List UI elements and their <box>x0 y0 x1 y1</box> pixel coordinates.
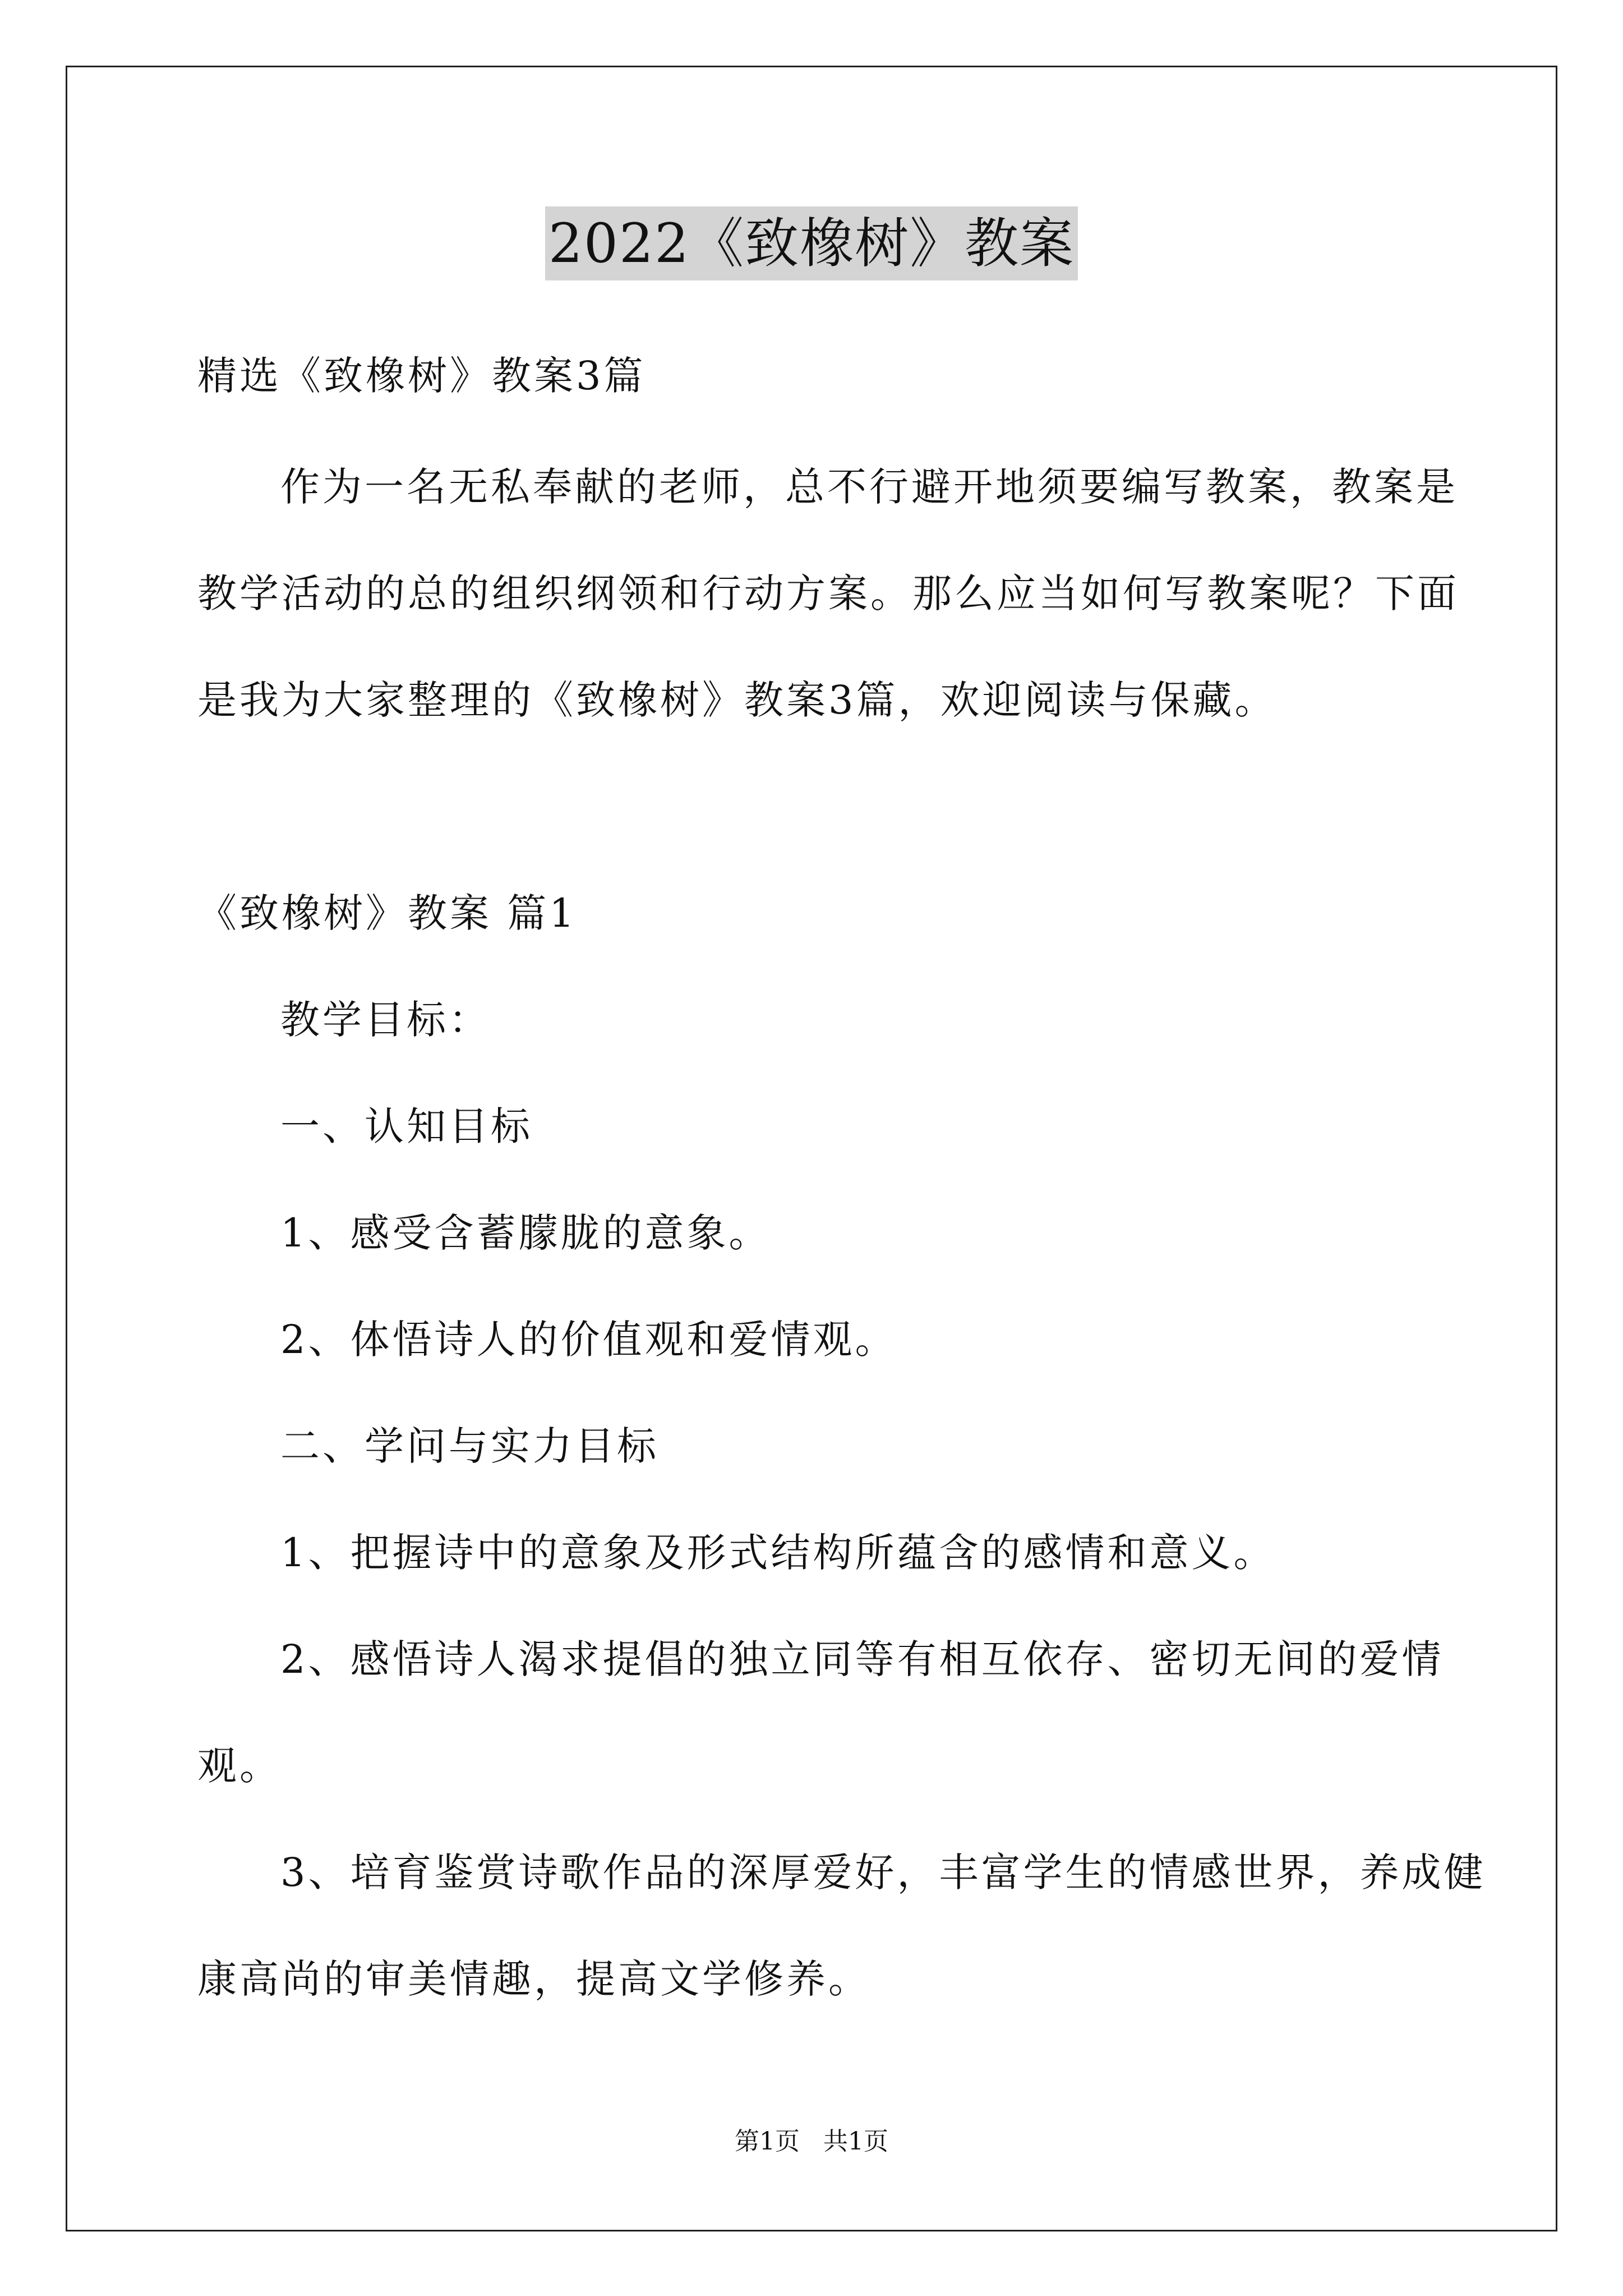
objective-item: 2、体悟诗人的价值观和爱情观。 <box>280 1317 897 1363</box>
intro-line-2: 教学活动的总的组织纲领和行动方案。那么应当如何写教案呢？下面 <box>197 570 1459 616</box>
objective-group-2: 二、学问与实力目标 <box>280 1423 659 1469</box>
section-heading: 《致橡树》教案 篇1 <box>197 890 577 936</box>
objective-item: 2、感悟诗人渴求提倡的独立同等有相互依存、密切无间的爱情 <box>280 1636 1444 1682</box>
subtitle-line: 精选《致橡树》教案3篇 <box>197 353 646 399</box>
objective-item: 1、把握诗中的意象及形式结构所蕴含的感情和意义。 <box>280 1530 1276 1576</box>
objective-group-1: 一、认知目标 <box>280 1103 533 1149</box>
intro-line-3: 是我为大家整理的《致橡树》教案3篇，欢迎阅读与保藏。 <box>197 677 1277 723</box>
objective-item: 3、培育鉴赏诗歌作品的深厚爱好，丰富学生的情感世界，养成健 <box>280 1849 1486 1895</box>
page-footer: 第1页 共1页 <box>735 2127 888 2156</box>
objectives-heading: 教学目标： <box>280 997 491 1043</box>
objective-item: 1、感受含蓄朦胧的意象。 <box>280 1210 771 1256</box>
objective-item-cont: 观。 <box>197 1743 282 1789</box>
objective-item-cont: 康高尚的审美情趣，提高文学修养。 <box>197 1956 870 2002</box>
document-title: 2022《致橡树》教案 <box>545 206 1078 280</box>
title-container <box>0 206 1623 280</box>
intro-line-1: 作为一名无私奉献的老师，总不行避开地须要编写教案，教案是 <box>280 464 1458 510</box>
